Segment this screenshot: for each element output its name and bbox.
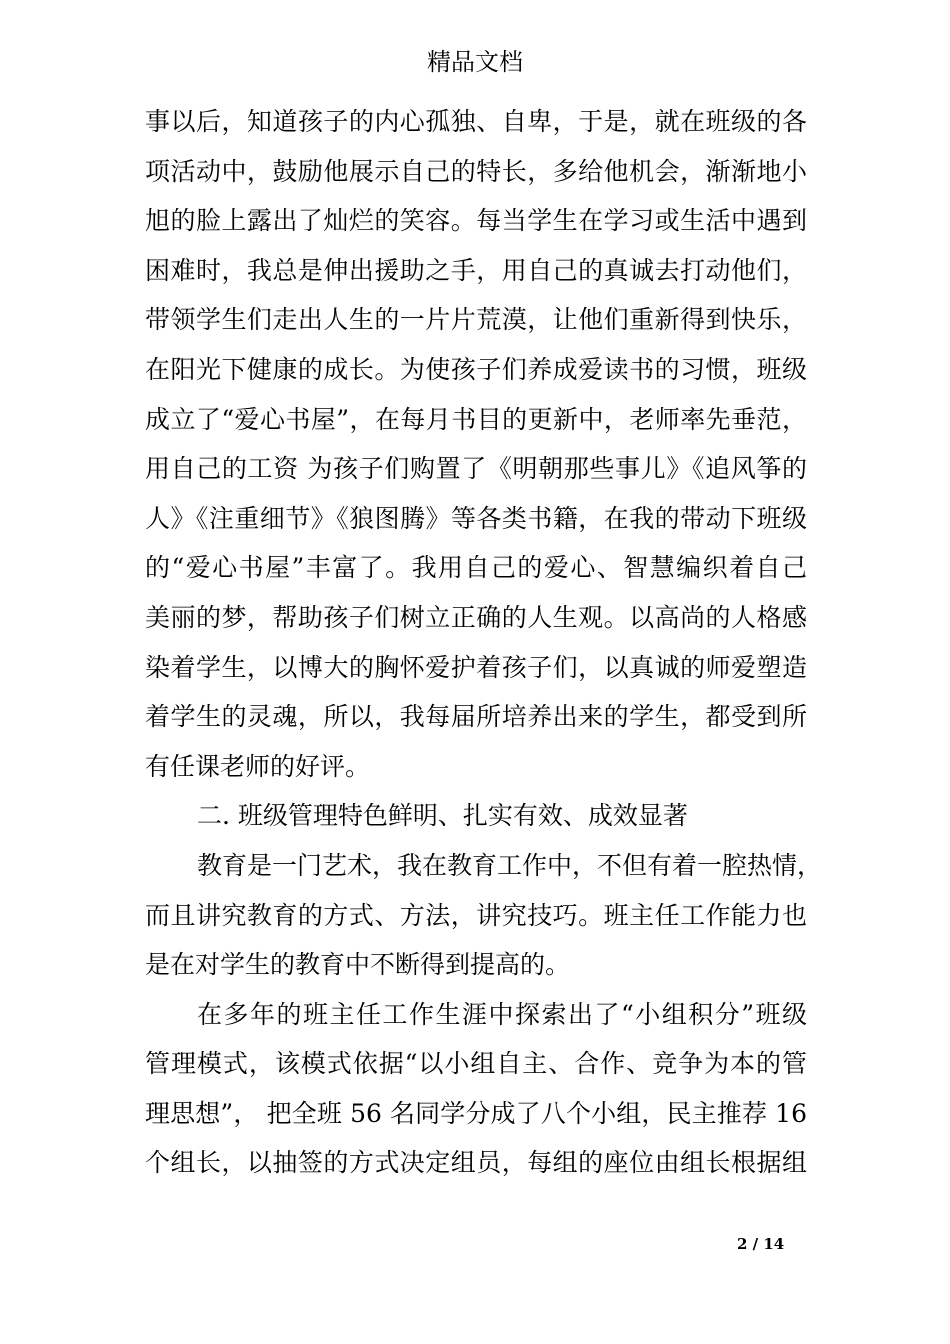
text-line: 染着学生，以博大的胸怀爱护着孩子们，以真诚的师爱塑造 <box>145 652 807 682</box>
text-line: 旭的脸上露出了灿烂的笑容。每当学生在学习或生活中遇到 <box>145 206 807 236</box>
page-number: 2 / 14 <box>737 1235 785 1253</box>
text-line: 教育是一门艺术，我在教育工作中，不但有着一腔热情， <box>197 850 823 880</box>
section-heading: 二. 班级管理特色鲜明、扎实有效、成效显著 <box>197 801 688 831</box>
text-line: 困难时，我总是伸出援助之手，用自己的真诚去打动他们， <box>145 255 807 285</box>
text-line: 有任课老师的好评。 <box>145 751 371 781</box>
text-line: 理思想”， 把全班 56 名同学分成了八个小组，民主推荐 16 <box>145 1098 807 1128</box>
text-line: 美丽的梦，帮助孩子们树立正确的人生观。以高尚的人格感 <box>145 602 807 632</box>
text-line: 带领学生们走出人生的一片片荒漠，让他们重新得到快乐， <box>145 305 807 335</box>
text-line: 在多年的班主任工作生涯中探索出了“小组积分”班级 <box>197 999 807 1029</box>
text-line: 事以后，知道孩子的内心孤独、自卑，于是，就在班级的各 <box>145 107 807 136</box>
text-line: 成立了“爱心书屋”，在每月书目的更新中，老师率先垂范， <box>145 404 807 434</box>
text-line: 的“爱心书屋”丰富了。我用自己的爱心、智慧编织着自己 <box>145 553 807 583</box>
document-header: 精品文档 <box>427 48 523 76</box>
text-line: 人》《注重细节》《狼图腾》等各类书籍，在我的带动下班级 <box>145 503 807 533</box>
text-line: 在阳光下健康的成长。为使孩子们养成爱读书的习惯，班级 <box>145 354 807 384</box>
text-line: 而且讲究教育的方式、方法，讲究技巧。班主任工作能力也 <box>145 900 807 930</box>
text-line: 项活动中，鼓励他展示自己的特长，多给他机会，渐渐地小 <box>145 156 807 186</box>
text-line: 是在对学生的教育中不断得到提高的。 <box>145 950 571 980</box>
text-line: 着学生的灵魂，所以，我每届所培养出来的学生，都受到所 <box>145 702 807 732</box>
text-line: 管理模式，该模式依据“以小组自主、合作、竞争为本的管 <box>145 1049 807 1079</box>
text-line: 个组长，以抽签的方式决定组员，每组的座位由组长根据组 <box>145 1148 807 1178</box>
document-body <box>145 97 823 1188</box>
text-line: 用自己的工资 为孩子们购置了《明朝那些事儿》《追风筝的 <box>145 454 807 484</box>
